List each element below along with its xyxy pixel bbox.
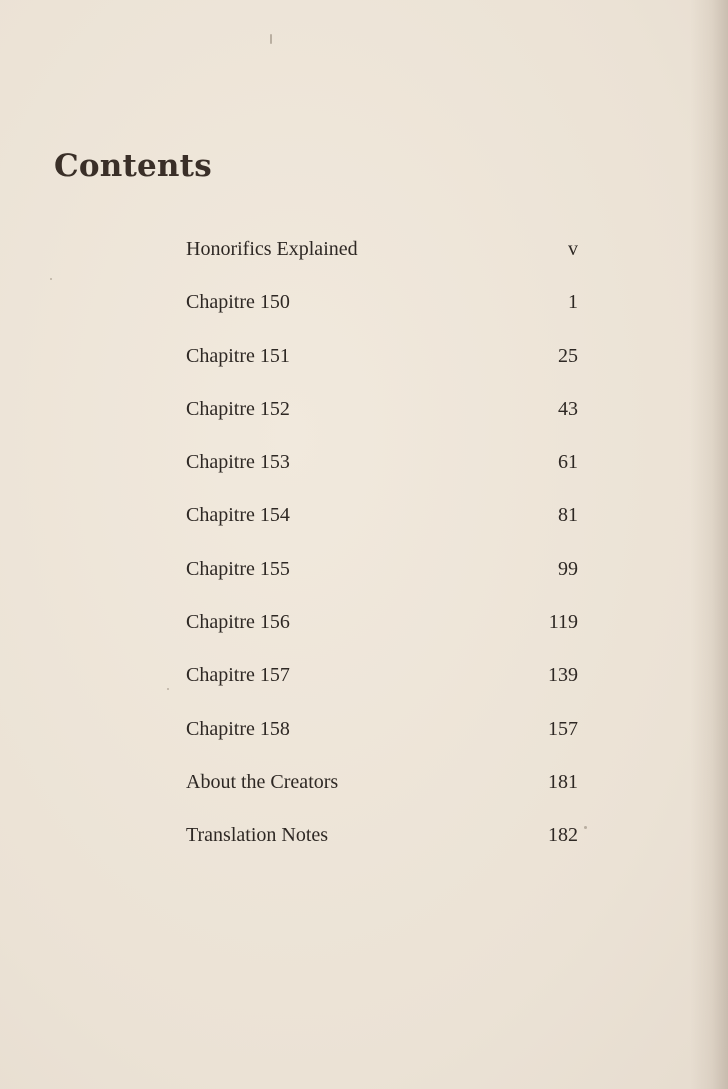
toc-entry bbox=[186, 558, 578, 611]
paper-speck bbox=[270, 34, 272, 44]
toc-entry-title: Chapitre 154 bbox=[186, 504, 290, 527]
table-of-contents bbox=[186, 238, 578, 878]
toc-entry-title: Chapitre 152 bbox=[186, 397, 290, 420]
toc-entry-title: Chapitre 151 bbox=[186, 344, 290, 367]
paper-speck bbox=[584, 826, 587, 829]
toc-entry-title: Honorifics Explained bbox=[186, 238, 358, 260]
paper-speck bbox=[50, 278, 52, 280]
toc-entry-page: 43 bbox=[558, 397, 578, 420]
toc-entry bbox=[186, 238, 578, 291]
toc-entry-title: About the Creators bbox=[186, 770, 339, 793]
toc-entry-page: 182 bbox=[548, 824, 578, 847]
toc-entry bbox=[186, 824, 578, 877]
toc-entry bbox=[186, 345, 578, 398]
toc-entry bbox=[186, 718, 578, 771]
page-title: Contents bbox=[54, 148, 212, 184]
toc-entry bbox=[186, 664, 578, 717]
toc-entry-page: 181 bbox=[548, 770, 578, 793]
toc-entry-page: 1 bbox=[568, 291, 578, 314]
toc-entry-page: 61 bbox=[558, 451, 578, 474]
toc-entry-page: 81 bbox=[558, 504, 578, 527]
toc-entry bbox=[186, 771, 578, 824]
paper-speck bbox=[167, 688, 169, 690]
toc-entry-title: Chapitre 158 bbox=[186, 717, 290, 740]
toc-entry-page: 119 bbox=[548, 611, 578, 634]
toc-entry-page: 139 bbox=[548, 664, 578, 687]
toc-entry-page: 25 bbox=[558, 344, 578, 367]
toc-entry-page: 157 bbox=[548, 717, 578, 740]
toc-entry bbox=[186, 291, 578, 344]
toc-entry-title: Chapitre 150 bbox=[186, 291, 290, 314]
toc-entry-title: Translation Notes bbox=[186, 824, 329, 847]
toc-entry bbox=[186, 451, 578, 504]
toc-entry-title: Chapitre 155 bbox=[186, 557, 290, 580]
toc-entry bbox=[186, 398, 578, 451]
toc-entry-title: Chapitre 156 bbox=[186, 611, 290, 634]
toc-entry bbox=[186, 611, 578, 664]
toc-entry bbox=[186, 504, 578, 557]
toc-entry-title: Chapitre 157 bbox=[186, 664, 290, 687]
toc-entry-page: 99 bbox=[558, 557, 578, 580]
toc-entry-title: Chapitre 153 bbox=[186, 451, 290, 474]
toc-entry-page: v bbox=[568, 238, 578, 260]
